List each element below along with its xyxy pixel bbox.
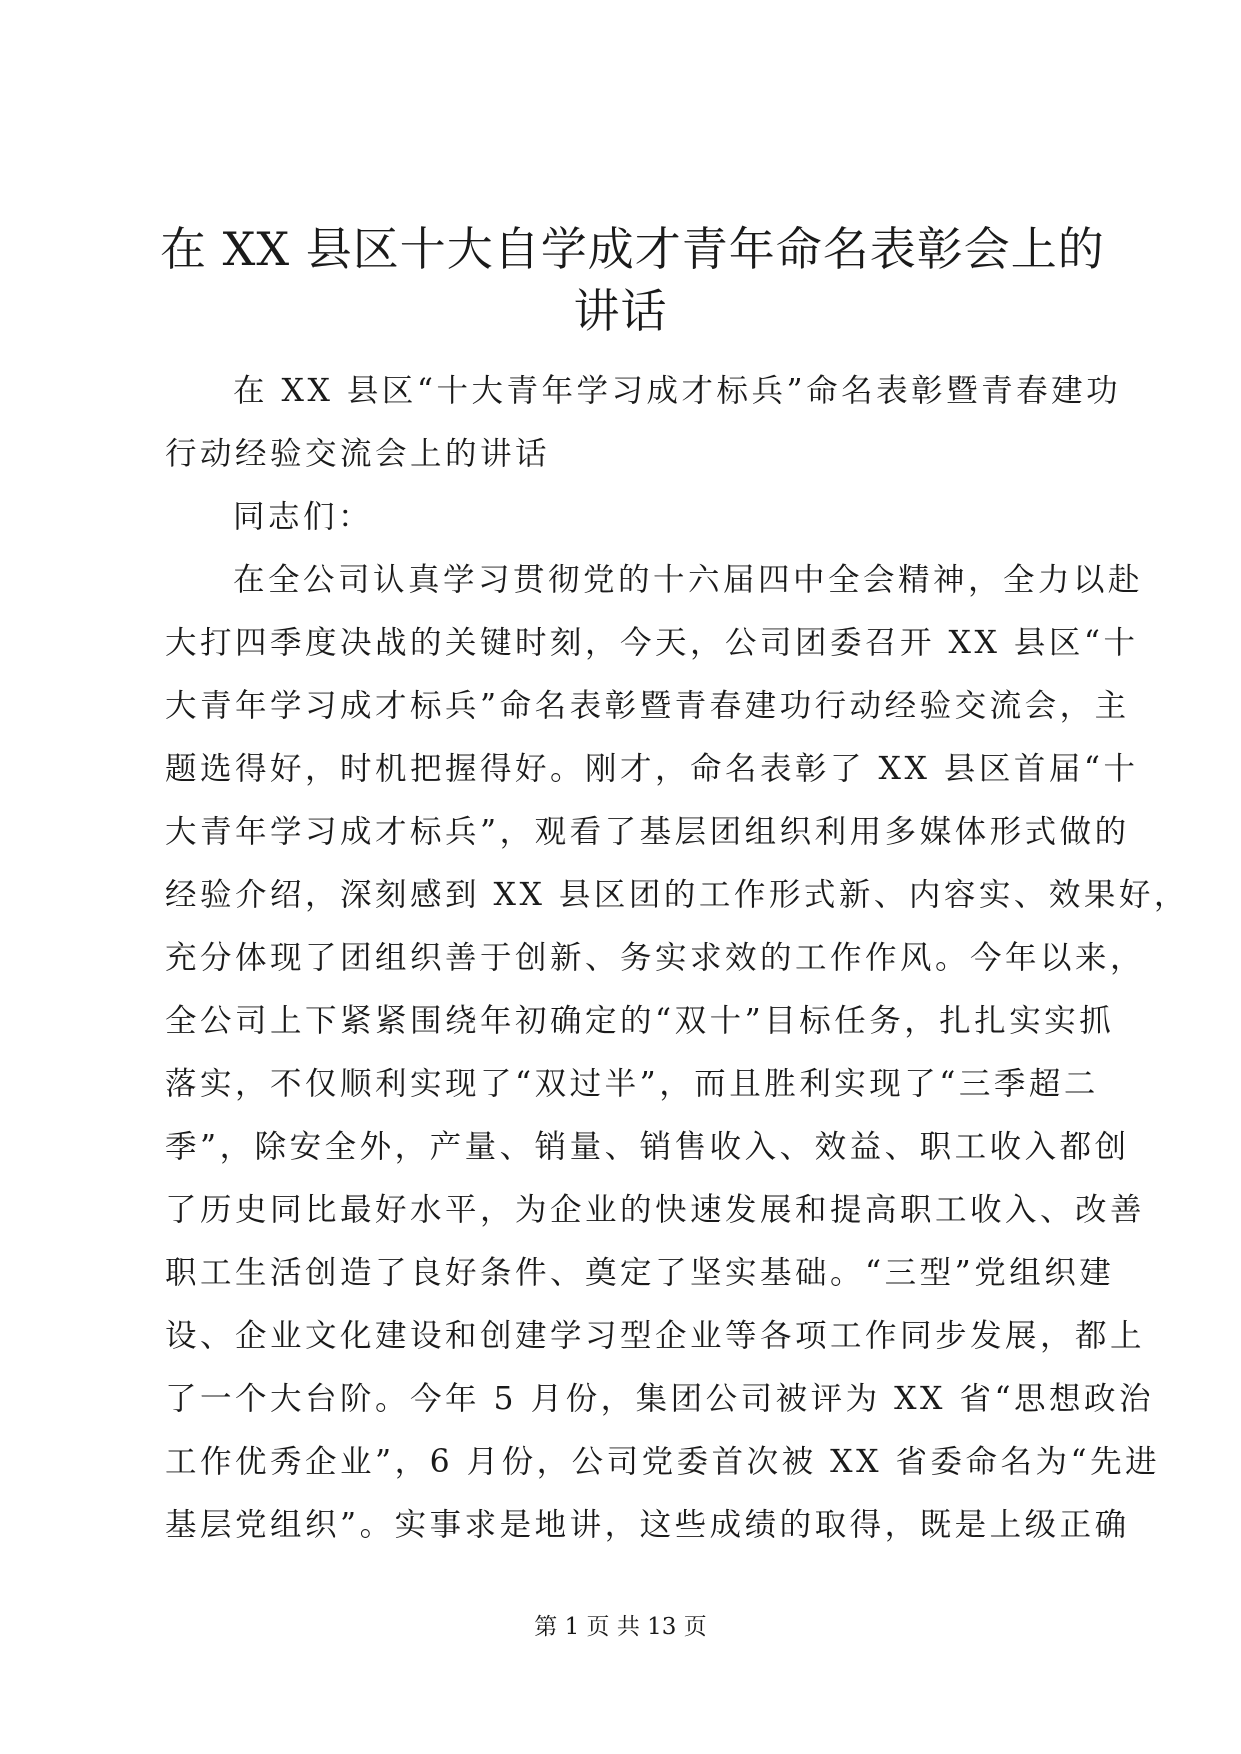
salutation: 同志们： (233, 499, 374, 535)
paragraph-line: 了历史同比最好水平，为企业的快速发展和提高职工收入、改善 (165, 1192, 1146, 1228)
subtitle-line: 在 XX 县区“十大青年学习成才标兵”命名表彰暨青春建功 (233, 373, 1122, 409)
paragraph-line: 基层党组织”。实事求是地讲，这些成绩的取得，既是上级正确 (165, 1507, 1130, 1543)
title-line: 在 XX 县区十大自学成才青年命名表彰会上的 (160, 222, 1105, 276)
paragraph-line: 充分体现了团组织善于创新、务实求效的工作作风。今年以来， (165, 940, 1146, 976)
document-title (160, 218, 1105, 342)
paragraph-line: 了一个大台阶。今年 5 月份，集团公司被评为 XX 省“思想政治 (165, 1381, 1155, 1417)
paragraph-line: 落实，不仅顺利实现了“双过半”，而且胜利实现了“三季超二 (165, 1066, 1099, 1102)
paragraph-line: 全公司上下紧紧围绕年初确定的“双十”目标任务，扎扎实实抓 (165, 1003, 1115, 1039)
paragraph-line: 设、企业文化建设和创建学习型企业等各项工作同步发展，都上 (165, 1318, 1146, 1354)
paragraph-line: 在全公司认真学习贯彻党的十六届四中全会精神，全力以赴 (233, 562, 1144, 598)
paragraph-line: 经验介绍，深刻感到 XX 县区团的工作形式新、内容实、效果好， (165, 877, 1189, 913)
paragraph-line: 大青年学习成才标兵”命名表彰暨青春建功行动经验交流会，主 (165, 688, 1130, 724)
document-body (165, 360, 1189, 1557)
page-footer: 第 1 页 共 13 页 (534, 1614, 707, 1640)
paragraph-line: 大青年学习成才标兵”，观看了基层团组织利用多媒体形式做的 (165, 814, 1130, 850)
subtitle-line: 行动经验交流会上的讲话 (165, 436, 551, 472)
paragraph-line: 工作优秀企业”，6 月份，公司党委首次被 XX 省委命名为“先进 (165, 1444, 1161, 1480)
paragraph-line: 大打四季度决战的关键时刻，今天，公司团委召开 XX 县区“十 (165, 625, 1139, 661)
paragraph-line: 季”，除安全外，产量、销量、销售收入、效益、职工收入都创 (165, 1129, 1130, 1165)
paragraph-line: 题选得好，时机把握得好。刚才，命名表彰了 XX 县区首届“十 (165, 751, 1139, 787)
paragraph-line: 职工生活创造了良好条件、奠定了坚实基础。“三型”党组织建 (165, 1255, 1115, 1291)
title-line: 讲话 (573, 284, 668, 338)
